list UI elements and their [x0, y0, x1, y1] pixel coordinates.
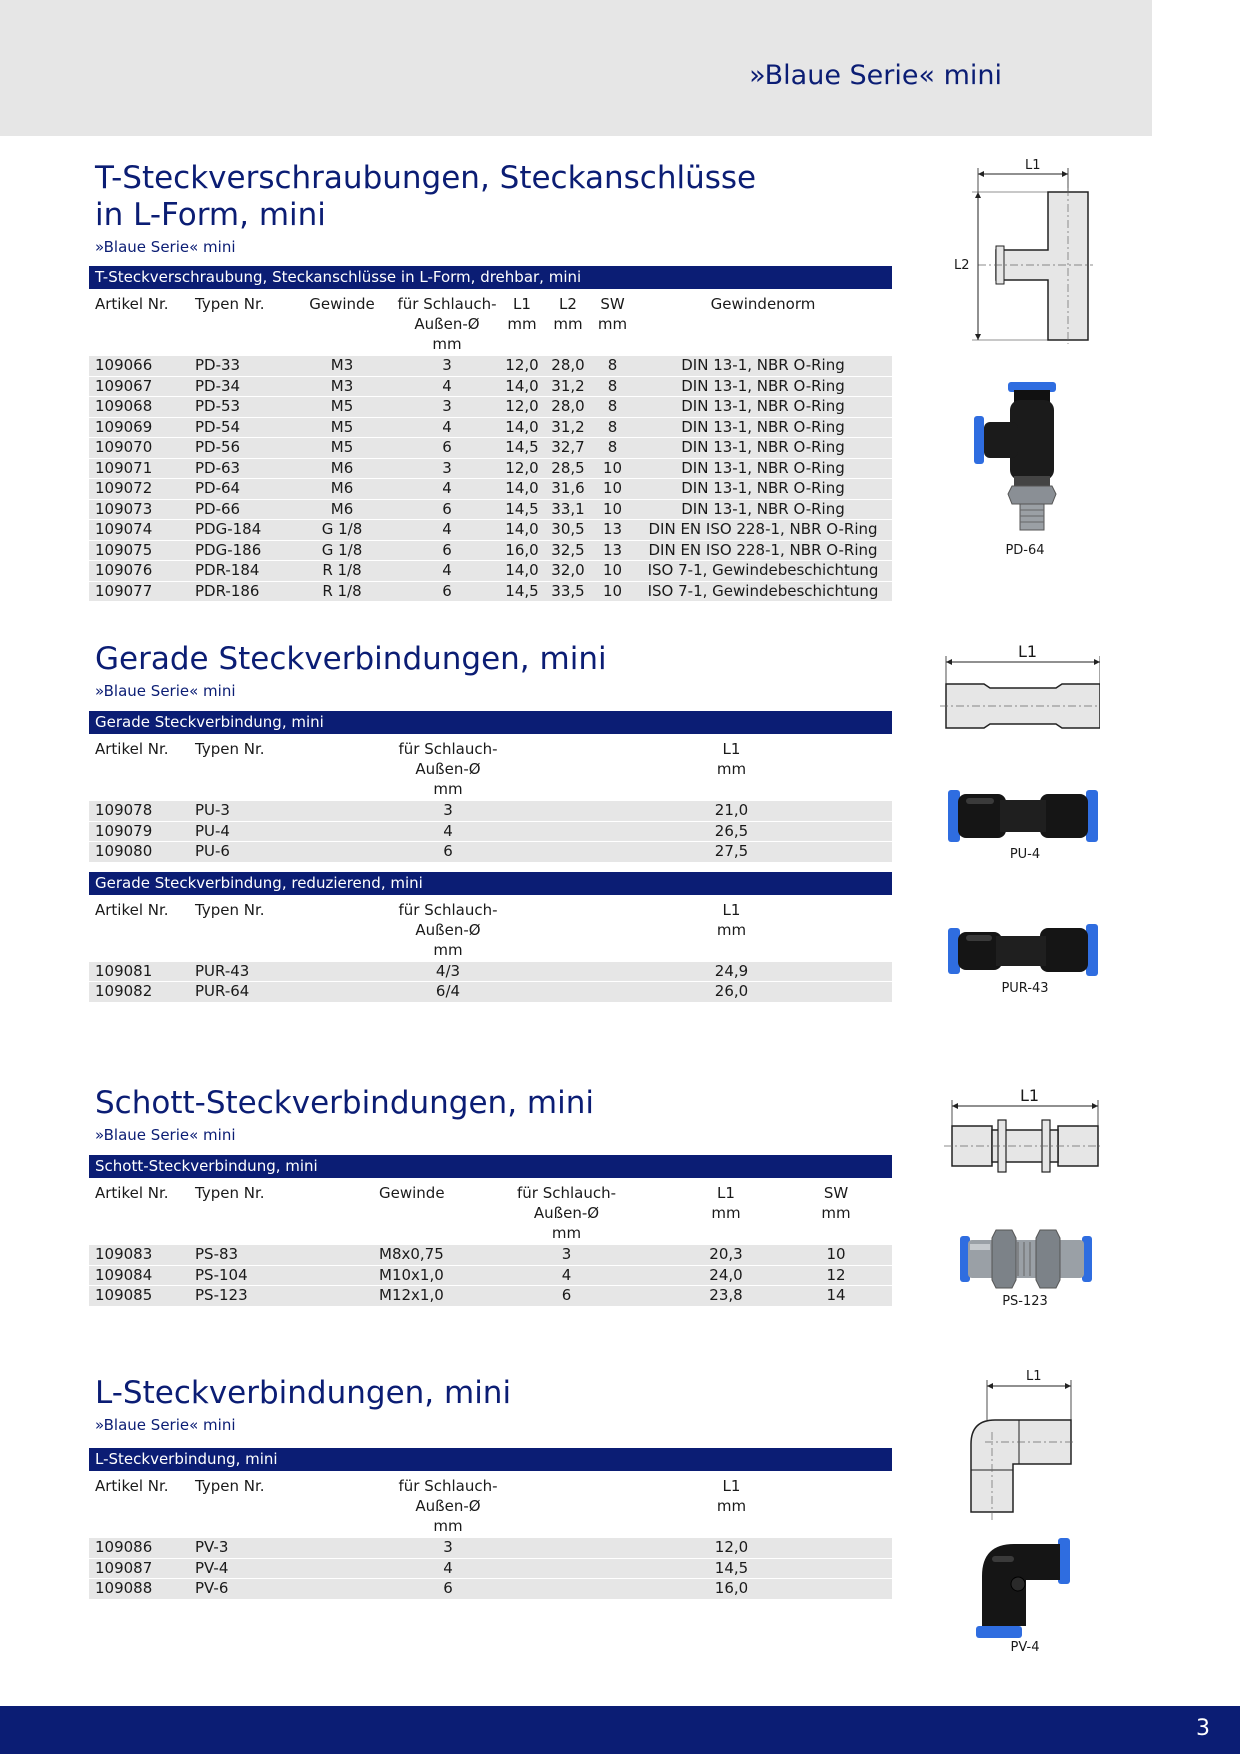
- table-cell: 6: [325, 1579, 571, 1600]
- table-cell: 8: [591, 417, 634, 438]
- section-title: Schott-Steckverbindungen, mini: [95, 1085, 594, 1121]
- table-cell: 12: [780, 1265, 892, 1286]
- straight-fitting-drawing: [940, 642, 1100, 736]
- table-cell: DIN 13-1, NBR O-Ring: [634, 479, 892, 500]
- table-cell: R 1/8: [289, 561, 395, 582]
- elbow-fitting-drawing: [965, 1369, 1075, 1526]
- footer-band: [0, 1706, 1240, 1754]
- bulkhead-fitting-photo: [958, 1224, 1094, 1294]
- section-title: Gerade Steckverbindungen, mini: [95, 641, 607, 677]
- section-subtitle: »Blaue Serie« mini: [95, 238, 236, 256]
- table-cell: 109084: [89, 1265, 189, 1286]
- table-cell: DIN 13-1, NBR O-Ring: [634, 499, 892, 520]
- table-cell: 6: [325, 842, 571, 863]
- table-cell: 109076: [89, 561, 189, 582]
- reducing-fitting-photo: [946, 920, 1100, 980]
- column-header: Artikel Nr.: [95, 295, 169, 313]
- section-bulkhead-fittings: [89, 1085, 892, 1307]
- column-header: Typen Nr.: [195, 295, 265, 313]
- table-caption-bar: L-Steckverbindung, mini: [89, 1448, 892, 1471]
- table-cell: 109080: [89, 842, 189, 863]
- table-cell: 28,0: [545, 397, 591, 418]
- spec-table: [89, 895, 892, 1003]
- table-cell: M3: [289, 356, 395, 376]
- elbow-fitting-photo: [974, 1536, 1074, 1640]
- table-cell: ISO 7-1, Gewindebeschichtung: [634, 561, 892, 582]
- table-row: [89, 458, 892, 479]
- column-header: L1 mm: [716, 740, 747, 778]
- table-header-row: [89, 1471, 892, 1538]
- table-cell: 109088: [89, 1579, 189, 1600]
- table-cell: 6: [395, 499, 499, 520]
- table-cell: 3: [395, 397, 499, 418]
- section-title: L-Steckverbindungen, mini: [95, 1375, 512, 1411]
- table-cell: 14,5: [499, 581, 545, 602]
- table-cell: 14,0: [499, 479, 545, 500]
- column-header: Artikel Nr.: [95, 740, 169, 758]
- column-header: Artikel Nr.: [95, 1184, 169, 1202]
- table-cell: 6: [395, 581, 499, 602]
- pu-4-photo: [946, 786, 1100, 850]
- table-row: [89, 479, 892, 500]
- table-cell: 109071: [89, 458, 189, 479]
- table-cell: 3: [395, 356, 499, 376]
- table-cell: 3: [395, 458, 499, 479]
- table-cell: 109072: [89, 479, 189, 500]
- table-cell: 4/3: [325, 962, 571, 982]
- column-header: L1 mm: [716, 1477, 747, 1515]
- table-cell: M6: [289, 458, 395, 479]
- straight-fitting-photo: [946, 786, 1100, 846]
- column-header: Typen Nr.: [195, 1184, 265, 1202]
- table-row: [89, 520, 892, 541]
- table-cell: DIN EN ISO 228-1, NBR O-Ring: [634, 540, 892, 561]
- table-cell: 26,0: [571, 982, 892, 1003]
- table-cell: 14,0: [499, 376, 545, 397]
- table-cell: PS-104: [189, 1265, 373, 1286]
- table-caption-bar: Gerade Steckverbindung, mini: [89, 711, 892, 734]
- table-cell: PU-3: [189, 801, 325, 821]
- t-fitting-photo: [970, 380, 1080, 535]
- table-cell: 31,6: [545, 479, 591, 500]
- pur-43-photo: [946, 920, 1100, 984]
- column-header: L2 mm: [553, 295, 583, 333]
- section-subtitle: »Blaue Serie« mini: [95, 1126, 236, 1144]
- column-header: Artikel Nr.: [95, 900, 169, 919]
- table-header-row: [89, 289, 892, 356]
- table-cell: R 1/8: [289, 581, 395, 602]
- table-cell: 109087: [89, 1558, 189, 1579]
- table-cell: 109086: [89, 1538, 189, 1558]
- table-cell: PV-3: [189, 1538, 325, 1558]
- table-cell: 26,5: [571, 821, 892, 842]
- column-header: Typen Nr.: [195, 1477, 265, 1495]
- table-cell: 109078: [89, 801, 189, 821]
- table-cell: 13: [591, 520, 634, 541]
- table-row: [89, 821, 892, 842]
- table-cell: DIN 13-1, NBR O-Ring: [634, 438, 892, 459]
- table-cell: PD-64: [189, 479, 289, 500]
- table-cell: PDG-186: [189, 540, 289, 561]
- table-cell: PUR-43: [189, 962, 325, 982]
- table-cell: 28,0: [545, 356, 591, 376]
- table-cell: 31,2: [545, 417, 591, 438]
- table-cell: 14,0: [499, 520, 545, 541]
- table-cell: M6: [289, 479, 395, 500]
- table-cell: PD-34: [189, 376, 289, 397]
- table-caption-bar: T-Steckverschraubung, Steckanschlüsse in L-Form, drehbar, mini: [89, 266, 892, 289]
- table-cell: 109075: [89, 540, 189, 561]
- table-cell: 20,3: [672, 1245, 780, 1265]
- table-cell: PDG-184: [189, 520, 289, 541]
- bulkhead-fitting-drawing: [944, 1086, 1100, 1180]
- page-number: 3: [1196, 1716, 1210, 1741]
- table-cell: 8: [591, 376, 634, 397]
- table-cell: 13: [591, 540, 634, 561]
- section-elbow-fittings: [89, 1375, 892, 1600]
- section-subtitle: »Blaue Serie« mini: [95, 1416, 236, 1434]
- table-cell: DIN 13-1, NBR O-Ring: [634, 458, 892, 479]
- table-cell: 109081: [89, 962, 189, 982]
- table-cell: 6: [395, 540, 499, 561]
- table-cell: 14,5: [499, 499, 545, 520]
- table-cell: DIN 13-1, NBR O-Ring: [634, 397, 892, 418]
- table-cell: 109067: [89, 376, 189, 397]
- table-cell: PU-6: [189, 842, 325, 863]
- table-cell: 3: [461, 1245, 672, 1265]
- table-row: [89, 801, 892, 821]
- table-cell: PUR-64: [189, 982, 325, 1003]
- table-cell: 109069: [89, 417, 189, 438]
- table-cell: PV-4: [189, 1558, 325, 1579]
- table-cell: 109079: [89, 821, 189, 842]
- table-caption-bar: Gerade Steckverbindung, reduzierend, mini: [89, 872, 892, 895]
- column-header: SW mm: [821, 1184, 851, 1222]
- photo-caption: PU-4: [1009, 847, 1041, 862]
- table-cell: 109066: [89, 356, 189, 376]
- table-cell: PD-54: [189, 417, 289, 438]
- section-straight-fittings: [89, 641, 892, 1003]
- spec-table: [89, 1178, 892, 1307]
- table-cell: PD-63: [189, 458, 289, 479]
- column-header: L1 mm: [711, 1184, 741, 1222]
- table-cell: 16,0: [499, 540, 545, 561]
- table-cell: ISO 7-1, Gewindebeschichtung: [634, 581, 892, 602]
- ps-123-photo: [958, 1224, 1094, 1298]
- table-row: [89, 1579, 892, 1600]
- table-cell: 4: [395, 520, 499, 541]
- section-t-fittings: [89, 160, 892, 602]
- table-cell: M12x1,0: [373, 1286, 461, 1307]
- table-cell: PDR-184: [189, 561, 289, 582]
- table-cell: 16,0: [571, 1579, 892, 1600]
- table-cell: 24,0: [672, 1265, 780, 1286]
- table-header-row: [89, 895, 892, 962]
- column-header: für Schlauch- Außen-Ø mm: [516, 1184, 617, 1242]
- table-cell: DIN 13-1, NBR O-Ring: [634, 356, 892, 376]
- table-cell: DIN 13-1, NBR O-Ring: [634, 417, 892, 438]
- section-subtitle: »Blaue Serie« mini: [95, 682, 236, 700]
- column-header: für Schlauch- Außen-Ø mm: [397, 295, 497, 353]
- table-cell: 32,5: [545, 540, 591, 561]
- table-row: [89, 356, 892, 376]
- section-title: T-Steckverschraubungen, Steckanschlüsse in L-Form, mini: [95, 160, 757, 233]
- table-cell: G 1/8: [289, 540, 395, 561]
- column-header: L1 mm: [507, 295, 537, 333]
- table-cell: M8x0,75: [373, 1245, 461, 1265]
- table-row: [89, 540, 892, 561]
- table-row: [89, 417, 892, 438]
- table-cell: PS-83: [189, 1245, 373, 1265]
- column-header: Artikel Nr.: [95, 1477, 169, 1495]
- table-cell: PV-6: [189, 1579, 325, 1600]
- column-header: für Schlauch- Außen-Ø mm: [398, 1477, 498, 1535]
- table-row: [89, 1265, 892, 1286]
- table-cell: 12,0: [499, 356, 545, 376]
- pv-4-photo: [974, 1536, 1074, 1644]
- table-header-row: [89, 1178, 892, 1245]
- table-cell: 10: [591, 581, 634, 602]
- column-header: SW mm: [597, 295, 628, 333]
- table-cell: 32,0: [545, 561, 591, 582]
- elbow-fitting-dimension-drawing: [965, 1372, 1075, 1522]
- table-cell: 109068: [89, 397, 189, 418]
- table-row: [89, 376, 892, 397]
- table-header-row: [89, 734, 892, 801]
- table-cell: M5: [289, 397, 395, 418]
- photo-caption: PS-123: [1002, 1294, 1048, 1309]
- table-row: [89, 561, 892, 582]
- table-cell: 12,0: [499, 458, 545, 479]
- table-cell: 14,0: [499, 561, 545, 582]
- table-cell: 24,9: [571, 962, 892, 982]
- table-cell: 4: [395, 561, 499, 582]
- table-cell: 27,5: [571, 842, 892, 863]
- table-cell: 6: [395, 438, 499, 459]
- table-cell: 10: [591, 458, 634, 479]
- table-cell: 4: [395, 479, 499, 500]
- spec-table: [89, 734, 892, 863]
- column-header: für Schlauch- Außen-Ø mm: [398, 900, 498, 959]
- spec-table: [89, 289, 892, 602]
- table-row: [89, 438, 892, 459]
- table-cell: 33,5: [545, 581, 591, 602]
- dimension-label-l2: L2: [954, 258, 970, 273]
- table-cell: M10x1,0: [373, 1265, 461, 1286]
- table-cell: 10: [591, 499, 634, 520]
- table-cell: PS-123: [189, 1286, 373, 1307]
- t-fitting-dimension-drawing: [948, 158, 1098, 348]
- table-cell: 109077: [89, 581, 189, 602]
- dimension-label-l1: L1: [1025, 158, 1041, 173]
- table-cell: 14,5: [571, 1558, 892, 1579]
- column-header: Typen Nr.: [195, 740, 265, 758]
- table-cell: 4: [461, 1265, 672, 1286]
- table-cell: 21,0: [571, 801, 892, 821]
- table-row: [89, 1558, 892, 1579]
- table-cell: PD-33: [189, 356, 289, 376]
- table-cell: 8: [591, 397, 634, 418]
- table-cell: 109073: [89, 499, 189, 520]
- table-cell: 28,5: [545, 458, 591, 479]
- table-cell: PD-56: [189, 438, 289, 459]
- dimension-label-l1: L1: [1018, 642, 1038, 661]
- table-cell: M3: [289, 376, 395, 397]
- table-cell: 6: [461, 1286, 672, 1307]
- t-fitting-drawing: [948, 158, 1098, 352]
- table-cell: 12,0: [499, 397, 545, 418]
- table-row: [89, 1538, 892, 1558]
- table-cell: PD-53: [189, 397, 289, 418]
- table-cell: 6/4: [325, 982, 571, 1003]
- table-cell: 3: [325, 801, 571, 821]
- table-cell: 33,1: [545, 499, 591, 520]
- table-cell: 109070: [89, 438, 189, 459]
- page-header-title: »Blaue Serie« mini: [749, 60, 1002, 91]
- photo-caption: PV-4: [1010, 1640, 1040, 1655]
- table-cell: 10: [780, 1245, 892, 1265]
- table-row: [89, 499, 892, 520]
- table-cell: 4: [325, 1558, 571, 1579]
- table-cell: 109074: [89, 520, 189, 541]
- table-row: [89, 1245, 892, 1265]
- table-row: [89, 962, 892, 982]
- table-cell: M5: [289, 438, 395, 459]
- table-cell: 30,5: [545, 520, 591, 541]
- table-cell: 4: [325, 821, 571, 842]
- photo-caption: PD-64: [1005, 543, 1045, 558]
- table-caption-bar: Schott-Steckverbindung, mini: [89, 1155, 892, 1178]
- table-cell: 12,0: [571, 1538, 892, 1558]
- column-header: Typen Nr.: [195, 900, 265, 919]
- column-header: für Schlauch- Außen-Ø mm: [398, 740, 498, 798]
- table-cell: G 1/8: [289, 520, 395, 541]
- table-cell: M5: [289, 417, 395, 438]
- table-cell: 14,0: [499, 417, 545, 438]
- table-cell: PDR-186: [189, 581, 289, 602]
- table-cell: 109082: [89, 982, 189, 1003]
- table-cell: 14,5: [499, 438, 545, 459]
- table-row: [89, 982, 892, 1003]
- table-row: [89, 581, 892, 602]
- photo-caption: PUR-43: [1001, 981, 1049, 996]
- column-header: Gewinde: [379, 1184, 445, 1202]
- table-cell: M6: [289, 499, 395, 520]
- dimension-label-l1: L1: [1026, 1369, 1042, 1384]
- column-header: L1 mm: [716, 900, 747, 939]
- table-cell: 10: [591, 479, 634, 500]
- table-cell: 14: [780, 1286, 892, 1307]
- table-cell: DIN EN ISO 228-1, NBR O-Ring: [634, 520, 892, 541]
- table-cell: 3: [325, 1538, 571, 1558]
- table-row: [89, 842, 892, 863]
- table-cell: 8: [591, 356, 634, 376]
- table-cell: 31,2: [545, 376, 591, 397]
- dimension-label-l1: L1: [1020, 1086, 1040, 1105]
- table-cell: 8: [591, 438, 634, 459]
- table-cell: 4: [395, 417, 499, 438]
- table-cell: 4: [395, 376, 499, 397]
- table-cell: 109085: [89, 1286, 189, 1307]
- table-row: [89, 397, 892, 418]
- table-cell: 32,7: [545, 438, 591, 459]
- column-header: Gewindenorm: [710, 295, 816, 313]
- table-cell: 23,8: [672, 1286, 780, 1307]
- pd-64-photo: [970, 380, 1080, 539]
- spec-table: [89, 1471, 892, 1600]
- table-cell: DIN 13-1, NBR O-Ring: [634, 376, 892, 397]
- table-cell: 10: [591, 561, 634, 582]
- table-cell: 109083: [89, 1245, 189, 1265]
- table-cell: PU-4: [189, 821, 325, 842]
- table-cell: PD-66: [189, 499, 289, 520]
- column-header: Gewinde: [309, 295, 375, 313]
- header-band: [0, 0, 1152, 136]
- table-row: [89, 1286, 892, 1307]
